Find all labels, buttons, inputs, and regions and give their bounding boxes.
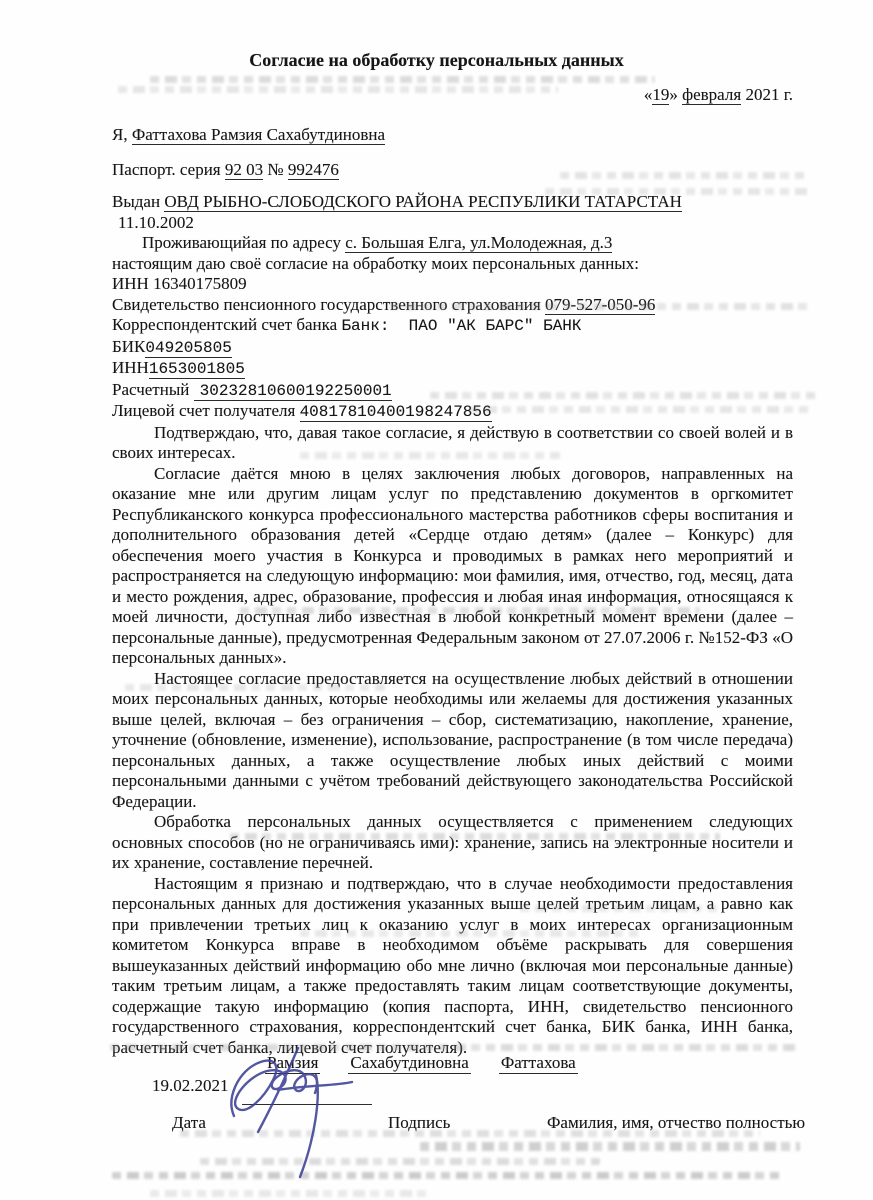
personal-inn-line (112, 274, 793, 295)
bik-line (112, 337, 793, 359)
bank-inn-line (112, 358, 793, 380)
bank-corr-label: Корреспондентский счет банка (112, 315, 338, 334)
personal-account-value: 40817810400198247856 (299, 403, 492, 421)
issued-date: 11.10.2002 (118, 212, 194, 232)
date-day: 19 (652, 85, 670, 104)
pension-number: 079-527-050-96 (544, 294, 656, 314)
person-full-name: Фаттахова Рамзия Сахабутдиновна (131, 125, 386, 144)
signer-last-name: Фаттахова (500, 1053, 576, 1072)
issued-label: Выдан (112, 192, 161, 211)
personal-account-line (112, 401, 793, 423)
address-label: Проживающийая по адресу (142, 233, 341, 252)
consent-intro-text: настоящим даю своё согласие на обработку моих персональных данных: (112, 253, 639, 273)
handwritten-signature (220, 1034, 390, 1189)
personal-inn-value: ИНН 16340175809 (112, 274, 247, 293)
pension-label: Свидетельство пенсионного государственного страхования (112, 294, 541, 314)
passport-number: 992476 (287, 159, 339, 179)
bank-inn-label: ИНН (112, 358, 149, 377)
date-year: 2021 г. (745, 85, 793, 104)
signer-patronymic: Сахабутдиновна (350, 1053, 469, 1072)
signer-first-name: Рамзия (267, 1053, 319, 1072)
document-date-line (112, 84, 793, 105)
address-line (112, 233, 793, 254)
date-caption: Дата (172, 1113, 206, 1132)
settlement-label: Расчетный (112, 379, 190, 399)
bank-name-value: Банк: ПАО "АК БАРС" БАНК (341, 317, 582, 335)
settlement-value: 30232810600192250001 (194, 382, 392, 401)
paragraph-third-parties: Настоящим я признаю и подтверждаю, что в случае необходимости предоставления персональных данных для достижения указанных выше целей третьим лицам, а равно как при привлечении третьих лиц к оказанию услуг в моих интересах организационным комитетом Конкурса вправе в необходимом объёме раскрывать для совершения вышеуказанных действий информацию обо мне лично (включая мои персональные данные) таким третьим лицам, а также предоставлять таким лицам соответствующие документы, содержащие такую информацию (копия паспорта, ИНН, свидетельство пенсионного государственного страхования, корреспондентский счет банка, БИК банка, ИНН банка, расчетный счет банка, лицевой счет получателя). (112, 873, 793, 1057)
issued-authority: ОВД РЫБНО-СЛОБОДСКОГО РАЙОНА РЕСПУБЛИКИ ТАТАРСТАН (164, 192, 682, 211)
personal-account-label: Лицевой счет получателя (112, 401, 296, 420)
consent-intro-line (112, 254, 793, 275)
address-value: с. Большая Елга, ул.Молодежная, д.3 (345, 233, 613, 252)
bik-value: 049205805 (145, 338, 232, 357)
signature-caption: Подпись (388, 1113, 451, 1132)
person-line (112, 125, 793, 146)
paragraph-allowed-actions: Настоящее согласие предоставляется на осуществление любых действий в отношении моих персональных данных, которые необходимы или желаемы для достижения указанных выше целей, включая – без ограничения – сбор, систематизацию, накопление, хранение, уточнение (обновление, изменение), использование, распространение (в том числе передача) персональных данных, а также осуществление любых иных действий с моими персональными данными с учётом требований действующего законодательства Российской Федерации. (112, 668, 793, 811)
bank-inn-value: 1653001805 (148, 360, 245, 378)
settlement-account-line (112, 380, 793, 402)
date-month: февраля (682, 85, 742, 104)
paragraph-consent-purpose: Согласие даётся мною в целях заключения любых договоров, направленных на оказание мне или другим лицам услуг по представлению документов в оргкомитет Республиканского конкурса профессионального мастерства работников сферы воспитания и дополнительного образования детей «Сердце отдаю детям» (далее – Конкурс) для обеспечения моего участия в Конкурса и проводимых в рамках него мероприятий и распространяется на следующую информацию: мои фамилия, имя, отчество, год, месяц, дата и место рождения, адрес, образование, профессия и любая иная информация, относящаяся к моей личности, доступная либо известная в любой конкретный момент времени (далее – персональные данные), предусмотренная Федеральным законом от 27.07.2006 г. №152-ФЗ «О персональных данных». (112, 463, 793, 667)
date-close-quote: » (669, 85, 678, 104)
fio-caption: Фамилия, имя, отчество полностью (547, 1113, 806, 1132)
pension-certificate-line (112, 295, 793, 316)
bik-label: БИК (112, 336, 146, 356)
passport-series: 92 03 (224, 159, 264, 179)
document-title: Согласие на обработку персональных данных (249, 50, 624, 70)
passport-label: Паспорт. серия (112, 159, 221, 179)
signature-date: 19.02.2021 (152, 1076, 229, 1095)
person-label: Я, (112, 125, 128, 144)
paragraph-confirmation: Подтверждаю, что, давая такое согласие, я действую в соответствии со своей волей и в своих интересах. (112, 422, 793, 462)
bank-corr-account-line (112, 315, 793, 337)
issued-date-line (112, 213, 793, 234)
passport-line (112, 160, 793, 181)
issued-by-line (112, 192, 793, 213)
paragraph-processing-methods: Обработка персональных данных осуществляется с применением следующих основных способов (но не ограничиваясь ими): хранение, запись на электронные носители и их хранение, составление перечней. (112, 812, 793, 872)
date-open-quote: « (643, 85, 653, 104)
passport-number-sign: № (267, 159, 284, 179)
